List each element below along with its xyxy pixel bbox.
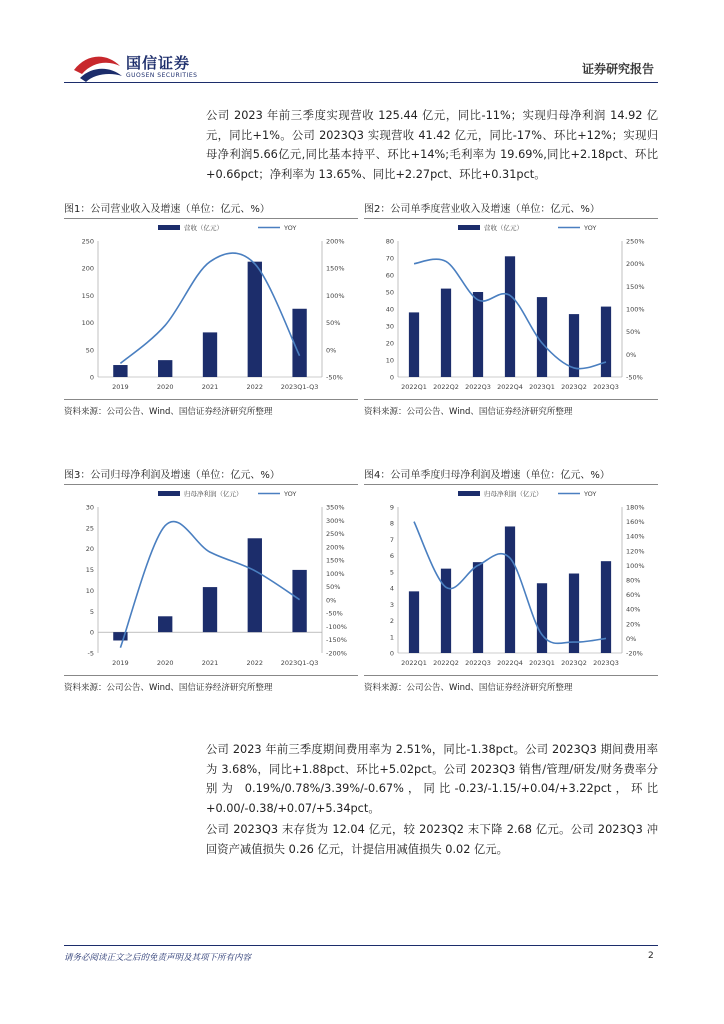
right-tick-label: -20% bbox=[626, 649, 643, 658]
right-tick-label: 350% bbox=[326, 503, 345, 512]
category-label: 2021 bbox=[201, 383, 219, 391]
category-label: 2023Q2 bbox=[561, 659, 587, 667]
report-type-label: 证券研究报告 bbox=[581, 62, 654, 76]
bar-mark bbox=[569, 574, 579, 653]
right-tick-label: 250% bbox=[326, 530, 345, 539]
bar-mark bbox=[292, 570, 306, 632]
left-tick-label: 6 bbox=[389, 552, 394, 561]
right-tick-label: 300% bbox=[326, 516, 345, 525]
left-tick-label: 250 bbox=[81, 237, 94, 246]
right-tick-label: 150% bbox=[326, 264, 345, 273]
right-tick-label: 140% bbox=[626, 532, 645, 541]
category-label: 2020 bbox=[156, 659, 174, 667]
right-tick-label: -50% bbox=[626, 373, 643, 382]
right-tick-label: 250% bbox=[626, 237, 645, 246]
bar-mark bbox=[505, 256, 515, 377]
chart-4-block bbox=[364, 466, 658, 693]
bar-mark bbox=[409, 591, 419, 653]
chart-1-title: 图1：公司营业收入及增速（单位：亿元、%） bbox=[64, 200, 358, 219]
chart-2-svg bbox=[364, 219, 658, 399]
left-tick-label: 0 bbox=[89, 373, 94, 382]
right-tick-label: -50% bbox=[326, 373, 343, 382]
category-label: 2023Q3 bbox=[593, 659, 619, 667]
summary-paragraph-1: 公司 2023 年前三季度实现营收 125.44 亿元，同比-11%；实现归母净利润 14.92 亿元，同比+1%。公司 2023Q3 实现营收 41.42 亿元，同比-17%、环比+12%；实现归母净利润5.66亿元,同比基本持平、环比+14%;毛利率为 19.69%,同比+2.18pct、环比+0.66pct；净利率为 13.65%、同比+2.27pct、环比+0.31pct。 bbox=[206, 109, 658, 181]
category-label: 2022Q2 bbox=[433, 383, 459, 391]
right-tick-label: 0% bbox=[626, 634, 637, 643]
category-label: 2023Q1-Q3 bbox=[280, 659, 319, 667]
right-tick-label: 0% bbox=[626, 350, 637, 359]
legend-line-label: YOY bbox=[284, 490, 297, 498]
logo-name-en: GUOSEN SECURITIES bbox=[126, 72, 198, 79]
left-tick-label: 150 bbox=[81, 291, 94, 300]
chart-3-title: 图3：公司归母净利润及增速（单位：亿元、%） bbox=[64, 466, 358, 485]
right-tick-label: -200% bbox=[326, 649, 347, 658]
right-tick-label: 50% bbox=[326, 583, 341, 592]
left-tick-label: 0 bbox=[389, 649, 394, 658]
category-label: 2022 bbox=[246, 383, 264, 391]
bar-mark bbox=[473, 562, 483, 653]
left-tick-label: 1 bbox=[389, 633, 394, 642]
header-divider bbox=[64, 82, 658, 83]
legend-line-label: YOY bbox=[584, 224, 597, 232]
category-label: 2019 bbox=[112, 659, 129, 667]
right-tick-label: 200% bbox=[326, 543, 345, 552]
right-tick-label: -100% bbox=[326, 622, 347, 631]
bar-mark bbox=[158, 360, 172, 377]
legend-bar-swatch bbox=[158, 491, 180, 496]
category-label: 2022Q2 bbox=[433, 659, 459, 667]
legend-line-label: YOY bbox=[284, 224, 297, 232]
left-tick-label: 100 bbox=[81, 319, 94, 328]
left-tick-label: 8 bbox=[389, 519, 394, 528]
bar-mark bbox=[537, 583, 547, 653]
right-tick-label: 0% bbox=[326, 596, 337, 605]
left-tick-label: 10 bbox=[85, 586, 94, 595]
right-tick-label: 80% bbox=[626, 576, 641, 585]
category-label: 2019 bbox=[112, 383, 129, 391]
right-tick-label: 200% bbox=[626, 260, 645, 269]
category-label: 2023Q3 bbox=[593, 383, 619, 391]
legend-bar-swatch bbox=[458, 225, 480, 230]
bar-mark bbox=[441, 289, 451, 377]
category-label: 2022Q3 bbox=[465, 383, 491, 391]
left-tick-label: 9 bbox=[389, 503, 394, 512]
right-tick-label: 120% bbox=[626, 547, 645, 556]
bar-mark bbox=[441, 569, 451, 653]
footer-disclaimer: 请务必阅读正文之后的免责声明及其项下所有内容 bbox=[64, 953, 252, 963]
chart-1-svg bbox=[64, 219, 358, 399]
left-tick-label: 40 bbox=[385, 305, 394, 314]
right-tick-label: 50% bbox=[326, 319, 341, 328]
right-tick-label: 150% bbox=[626, 282, 645, 291]
bar-mark bbox=[113, 365, 127, 377]
left-tick-label: 30 bbox=[385, 322, 394, 331]
right-tick-label: 180% bbox=[626, 503, 645, 512]
bar-mark bbox=[248, 538, 262, 632]
left-tick-label: 2 bbox=[389, 617, 394, 626]
right-tick-label: 100% bbox=[626, 305, 645, 314]
bar-mark bbox=[601, 307, 611, 377]
category-label: 2022Q4 bbox=[497, 659, 523, 667]
left-tick-label: 3 bbox=[389, 600, 394, 609]
right-tick-label: -50% bbox=[326, 609, 343, 618]
legend-bar-label: 归母净利润（亿元） bbox=[484, 490, 543, 498]
chart-2-block bbox=[364, 200, 658, 417]
category-label: 2023Q1 bbox=[529, 659, 555, 667]
left-tick-label: 20 bbox=[385, 339, 394, 348]
bar-mark bbox=[203, 587, 217, 632]
category-label: 2022Q1 bbox=[401, 659, 427, 667]
category-label: 2022Q3 bbox=[465, 659, 491, 667]
chart-2-title: 图2：公司单季度营业收入及增速（单位：亿元、%） bbox=[364, 200, 658, 219]
left-tick-label: 50 bbox=[385, 288, 394, 297]
right-tick-label: 100% bbox=[626, 561, 645, 570]
bar-mark bbox=[409, 312, 419, 377]
chart-2-source: 资料来源：公司公告、Wind、国信证券经济研究所整理 bbox=[364, 399, 658, 417]
left-tick-label: 7 bbox=[389, 535, 394, 544]
left-tick-label: 200 bbox=[81, 264, 94, 273]
left-tick-label: 15 bbox=[85, 566, 94, 575]
left-tick-label: 50 bbox=[85, 346, 94, 355]
bar-mark bbox=[473, 292, 483, 377]
left-tick-label: 5 bbox=[389, 568, 394, 577]
chart-1-source: 资料来源：公司公告、Wind、国信证券经济研究所整理 bbox=[64, 399, 358, 417]
inventory-paragraph: 公司 2023Q3 末存货为 12.04 亿元，较 2023Q2 末下降 2.68 亿元。公司 2023Q3 冲回资产减值损失 0.26 亿元，计提信用减值损失 0.02 亿元。 bbox=[206, 823, 658, 856]
right-tick-label: 60% bbox=[626, 591, 641, 600]
bar-mark bbox=[158, 616, 172, 632]
left-tick-label: 70 bbox=[385, 254, 394, 263]
category-label: 2023Q1-Q3 bbox=[280, 383, 319, 391]
chart-4-source: 资料来源：公司公告、Wind、国信证券经济研究所整理 bbox=[364, 675, 658, 693]
left-tick-label: 25 bbox=[85, 524, 94, 533]
left-tick-label: 0 bbox=[89, 628, 94, 637]
left-tick-label: 20 bbox=[85, 545, 94, 554]
right-tick-label: 40% bbox=[626, 605, 641, 614]
legend-bar-label: 归母净利润（亿元） bbox=[184, 490, 243, 498]
left-tick-label: 60 bbox=[385, 271, 394, 280]
category-label: 2022Q4 bbox=[497, 383, 523, 391]
left-tick-label: 10 bbox=[385, 356, 394, 365]
legend-bar-swatch bbox=[158, 225, 180, 230]
logo-name-cn: 国信证券 bbox=[126, 54, 191, 72]
right-tick-label: 100% bbox=[326, 291, 345, 300]
footer-divider bbox=[64, 945, 658, 946]
right-tick-label: 200% bbox=[326, 237, 345, 246]
page-header bbox=[0, 0, 724, 90]
right-tick-label: 0% bbox=[326, 346, 337, 355]
category-label: 2020 bbox=[156, 383, 174, 391]
bar-mark bbox=[203, 332, 217, 377]
bar-mark bbox=[248, 262, 262, 377]
legend-line-label: YOY bbox=[584, 490, 597, 498]
category-label: 2022 bbox=[246, 659, 264, 667]
chart-1-block bbox=[64, 200, 358, 417]
category-label: 2021 bbox=[201, 659, 219, 667]
right-tick-label: 20% bbox=[626, 620, 641, 629]
expense-paragraph: 公司 2023 年前三季度期间费用率为 2.51%，同比-1.38pct。公司 2023Q3 期间费用率为 3.68%，同比+1.88pct、环比+5.02pct。公司 2023Q3 销售/管理/研发/财务费率分别为 0.19%/0.78%/3.39%/-0.67%，同比-0.23/-1.15/+0.04/+3.22pct，环比+0.00/-0.38/+0.07/+5.34pct。 bbox=[206, 743, 658, 815]
right-tick-label: -150% bbox=[326, 636, 347, 645]
legend-bar-label: 营收（亿元） bbox=[184, 224, 223, 232]
chart-4-title: 图4：公司单季度归母净利润及增速（单位：亿元、%） bbox=[364, 466, 658, 485]
right-tick-label: 160% bbox=[626, 518, 645, 527]
left-tick-label: 5 bbox=[89, 607, 94, 616]
left-tick-label: 0 bbox=[389, 373, 394, 382]
chart-3-block bbox=[64, 466, 358, 693]
left-tick-label: 4 bbox=[389, 584, 394, 593]
right-tick-label: 50% bbox=[626, 328, 641, 337]
left-tick-label: -5 bbox=[87, 649, 94, 658]
left-tick-label: 30 bbox=[85, 503, 94, 512]
chart-3-source: 资料来源：公司公告、Wind、国信证券经济研究所整理 bbox=[64, 675, 358, 693]
category-label: 2023Q1 bbox=[529, 383, 555, 391]
right-tick-label: 150% bbox=[326, 556, 345, 565]
category-label: 2022Q1 bbox=[401, 383, 427, 391]
left-tick-label: 80 bbox=[385, 237, 394, 246]
legend-bar-swatch bbox=[458, 491, 480, 496]
right-tick-label: 100% bbox=[326, 569, 345, 578]
chart-3-svg bbox=[64, 485, 358, 675]
legend-bar-label: 营收（亿元） bbox=[484, 224, 523, 232]
category-label: 2023Q2 bbox=[561, 383, 587, 391]
page-number: 2 bbox=[648, 951, 654, 961]
bar-mark bbox=[505, 526, 515, 653]
chart-4-svg bbox=[364, 485, 658, 675]
